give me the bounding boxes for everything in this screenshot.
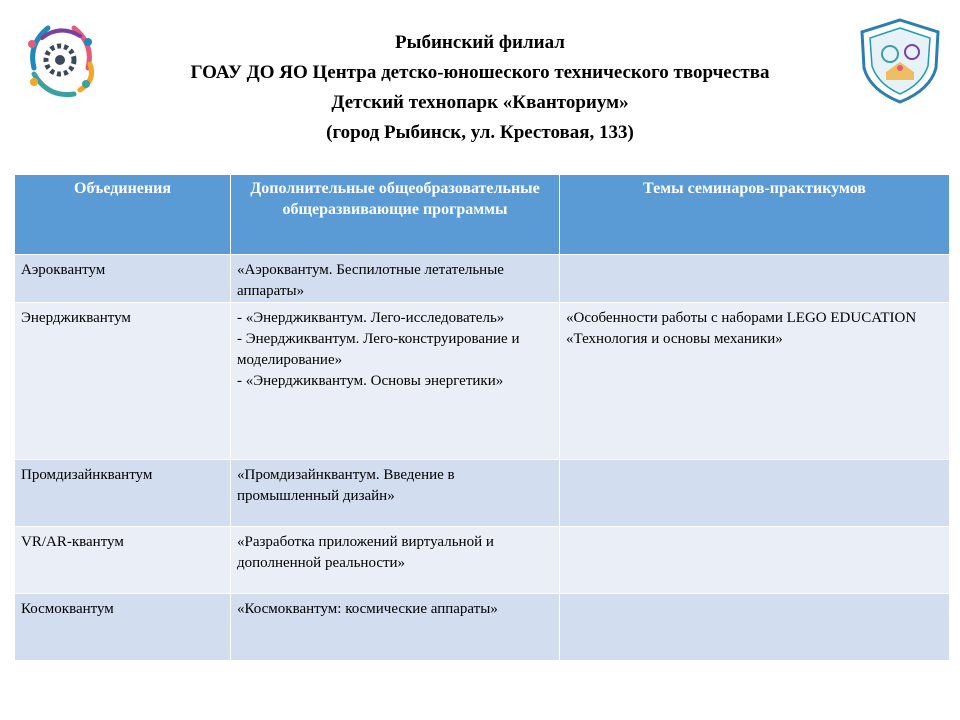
table-row xyxy=(15,255,950,303)
program-cell xyxy=(231,460,560,527)
association-cell: Промдизайнквантум xyxy=(15,460,231,527)
association-cell: Энерджиквантум xyxy=(15,303,231,460)
kvantorium-logo xyxy=(18,14,102,106)
seminar-cell xyxy=(560,460,950,527)
column-header-seminars: Темы семинаров-практикумов xyxy=(560,175,950,255)
programs-table xyxy=(14,174,950,661)
program-cell xyxy=(231,527,560,594)
program-line: «Космоквантум: космические аппараты» xyxy=(237,601,498,617)
program-cell xyxy=(231,594,560,661)
program-line: «Разработка приложений виртуальной и дополненной реальности» xyxy=(237,534,494,571)
header-line-1: Рыбинский филиал xyxy=(395,32,565,53)
seminar-cell xyxy=(560,594,950,661)
program-line: - «Энерджиквантум. Лего-исследователь» xyxy=(237,310,505,326)
program-cell xyxy=(231,255,560,303)
program-line: - «Энерджиквантум. Основы энергетики» xyxy=(237,373,504,389)
association-cell: Аэроквантум xyxy=(15,255,231,303)
rybinsk-branch-shield xyxy=(856,16,944,106)
column-header-associations: Объединения xyxy=(15,175,231,255)
document-header xyxy=(110,28,850,148)
program-cell xyxy=(231,303,560,460)
column-header-programs: Дополнительные общеобразовательные общеразвивающие программы xyxy=(231,175,560,255)
header-line-3: Детский технопарк «Кванториум» xyxy=(331,92,629,113)
seminar-cell xyxy=(560,255,950,303)
program-line: - Энерджиквантум. Лего-конструирование и моделирование» xyxy=(237,331,520,368)
seminar-cell xyxy=(560,527,950,594)
table-row xyxy=(15,460,950,527)
header-line-4: (город Рыбинск, ул. Крестовая, 133) xyxy=(326,122,634,143)
program-line: «Промдизайнквантум. Введение в промышленный дизайн» xyxy=(237,467,455,504)
table-row xyxy=(15,594,950,661)
table-row xyxy=(15,527,950,594)
table-header-row xyxy=(15,175,950,255)
seminar-cell: «Особенности работы с наборами LEGO EDUCATION «Технология и основы механики» xyxy=(560,303,950,460)
association-cell: Космоквантум xyxy=(15,594,231,661)
table-row xyxy=(15,303,950,460)
header-line-2: ГОАУ ДО ЯО Центра детско-юношеского технического творчества xyxy=(190,62,770,83)
association-cell: VR/AR-квантум xyxy=(15,527,231,594)
program-line: «Аэроквантум. Беспилотные летательные аппараты» xyxy=(237,262,504,299)
